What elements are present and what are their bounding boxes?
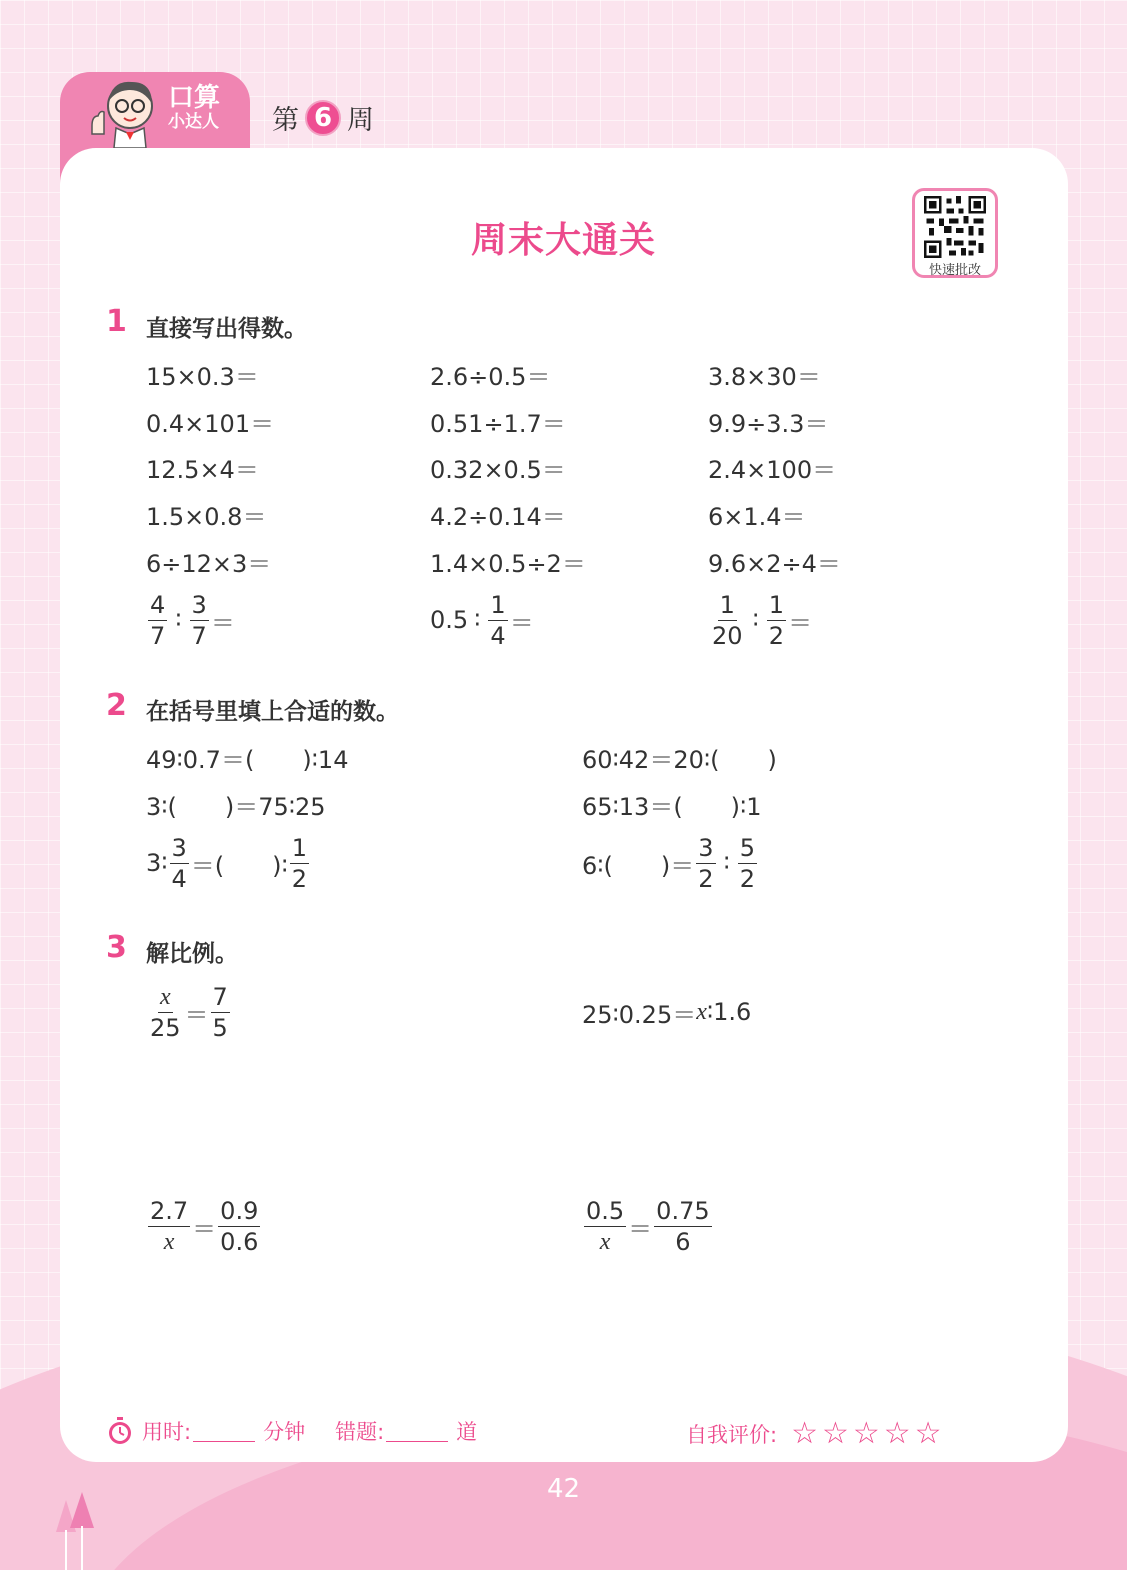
s1-problem: 0.32×0.5＝ (430, 455, 566, 484)
errors-blank[interactable] (386, 1420, 448, 1442)
numerator: 3 (698, 833, 714, 862)
numerator: 3 (191, 590, 207, 619)
fraction (218, 1196, 260, 1256)
tail-value: ∶1.6 (706, 998, 752, 1026)
ratio-sign: ∶ (175, 606, 182, 634)
equals-sign: ＝ (509, 608, 534, 637)
denominator: 2 (768, 621, 785, 650)
fraction (190, 590, 209, 650)
fraction (654, 1196, 711, 1256)
s1-problem: 6÷12×3＝ (146, 549, 272, 578)
ratio-sign: ∶ (752, 606, 759, 634)
fraction (211, 982, 230, 1042)
footer-rating (686, 1416, 946, 1451)
s2-problem: 49∶0.7＝( )∶14 (146, 745, 349, 774)
denominator: 6 (675, 1227, 691, 1256)
denominator: 4 (490, 621, 506, 650)
equals-sign: ＝ (210, 608, 235, 637)
denominator: 7 (191, 621, 207, 650)
s1-problem: 9.6×2÷4＝ (708, 549, 841, 578)
s1-problem: 2.4×100＝ (708, 455, 837, 484)
errors-label: 错题: (335, 1420, 385, 1444)
s1-problem: 15×0.3＝ (146, 362, 259, 391)
fraction (148, 590, 167, 650)
s3-proportion-4 (582, 1196, 714, 1256)
lead-value: 6∶( )＝ (582, 851, 695, 880)
fraction (767, 590, 786, 650)
numerator: 0.9 (220, 1196, 259, 1225)
fraction (170, 833, 189, 893)
section-2-number: 2 (106, 688, 127, 723)
time-label: 用时: (142, 1420, 192, 1444)
fraction (290, 833, 309, 893)
equals-sign: ＝ (788, 608, 813, 637)
lead-value: 3∶ (146, 849, 168, 877)
denominator: x (599, 1228, 611, 1255)
rating-label: 自我评价: (686, 1422, 778, 1447)
stopwatch-icon (106, 1416, 134, 1446)
denominator: 2 (698, 864, 714, 893)
numerator: 1 (768, 590, 785, 619)
lead-value: 0.5 (430, 606, 469, 634)
equals-sign: ＝ (192, 1214, 217, 1243)
numerator: 0.5 (586, 1196, 625, 1225)
numerator: 1 (291, 833, 308, 862)
s2-problem: 60∶42＝20∶( ) (582, 745, 777, 774)
ratio-sign: ∶ (723, 849, 730, 877)
s1-problem: 1.5×0.8＝ (146, 502, 267, 531)
week-suffix: 周 (347, 105, 374, 136)
s1-problem: 3.8×30＝ (708, 362, 821, 391)
footer-time-errors (106, 1416, 477, 1446)
s1-problem: 2.6÷0.5＝ (430, 362, 551, 391)
denominator: 2 (291, 864, 308, 893)
s1-fraction-problem-a (146, 590, 235, 650)
s3-proportion-1 (146, 982, 232, 1042)
page-title: 周末大通关 (470, 220, 656, 261)
section-3-instruction: 解比例。 (146, 941, 238, 967)
s2-fraction-problem-left (146, 833, 311, 893)
s3-proportion-3 (146, 1196, 262, 1256)
s2-problem: 65∶13＝( )∶1 (582, 792, 762, 821)
week-label (272, 98, 374, 137)
numerator: 1 (490, 590, 506, 619)
s1-problem: 4.2÷0.14＝ (430, 502, 566, 531)
equals-sign: ＝ (184, 1000, 209, 1029)
numerator: 2.7 (150, 1196, 189, 1225)
fraction (738, 833, 757, 893)
denominator: 25 (150, 1013, 181, 1042)
s3-proportion-2 (582, 992, 751, 1032)
equals-sign: ＝ (628, 1214, 653, 1243)
badge-title (168, 84, 220, 131)
numerator: 4 (150, 590, 166, 619)
denominator: 4 (171, 864, 187, 893)
denominator: 7 (150, 621, 166, 650)
numerator: 3 (171, 833, 187, 862)
qr-code-icon (924, 196, 986, 258)
unknown-variable: x (696, 998, 707, 1025)
qr-label: 快速批改 (928, 263, 981, 278)
tree-decoration-icon (54, 1492, 100, 1570)
errors-unit: 道 (456, 1420, 478, 1444)
s2-problem: 3∶( )＝75∶25 (146, 792, 326, 821)
s2-fraction-problem-right (582, 833, 759, 893)
section-2-instruction: 在括号里填上合适的数。 (146, 699, 399, 725)
time-blank[interactable] (193, 1420, 255, 1442)
badge-line-2: 小达人 (168, 111, 219, 132)
numerator: 0.75 (656, 1196, 710, 1225)
s1-problem: 12.5×4＝ (146, 455, 259, 484)
middle-expression: ＝( )∶ (190, 851, 288, 880)
s1-fraction-problem-c (708, 590, 813, 650)
s1-problem: 0.51÷1.7＝ (430, 409, 566, 438)
fraction (488, 590, 507, 650)
s1-problem: 6×1.4＝ (708, 502, 806, 531)
fraction (584, 1196, 626, 1255)
s1-problem: 9.9÷3.3＝ (708, 409, 829, 438)
week-number-badge: 6 (305, 100, 341, 136)
qr-code-box[interactable] (912, 188, 998, 278)
mascot-icon (86, 76, 162, 148)
section-3-number: 3 (106, 930, 127, 965)
denominator: 20 (712, 621, 743, 650)
denominator: x (163, 1228, 175, 1255)
page-number: 42 (546, 1474, 581, 1504)
s1-problem: 1.4×0.5÷2＝ (430, 549, 586, 578)
lead-value: 25∶0.25＝ (582, 1000, 697, 1029)
s1-fraction-problem-b (430, 590, 534, 650)
section-1-instruction: 直接写出得数。 (146, 316, 307, 342)
denominator: 5 (212, 1013, 228, 1042)
section-1-number: 1 (106, 304, 127, 339)
fraction (148, 985, 183, 1040)
numerator: x (158, 985, 173, 1013)
time-unit: 分钟 (263, 1420, 306, 1444)
ratio-sign: ∶ (474, 606, 481, 634)
denominator: 0.6 (220, 1227, 259, 1256)
denominator: 2 (739, 864, 756, 893)
fraction (696, 833, 715, 893)
s1-problem: 0.4×101＝ (146, 409, 275, 438)
fraction (710, 590, 745, 650)
numerator: 1 (719, 590, 735, 619)
numerator: 7 (212, 982, 228, 1011)
numerator: 5 (739, 833, 756, 862)
badge-line-1: 口算 (168, 83, 221, 113)
fraction (148, 1196, 190, 1255)
rating-stars[interactable]: ☆☆☆☆☆ (791, 1416, 946, 1451)
week-prefix: 第 (272, 105, 299, 136)
